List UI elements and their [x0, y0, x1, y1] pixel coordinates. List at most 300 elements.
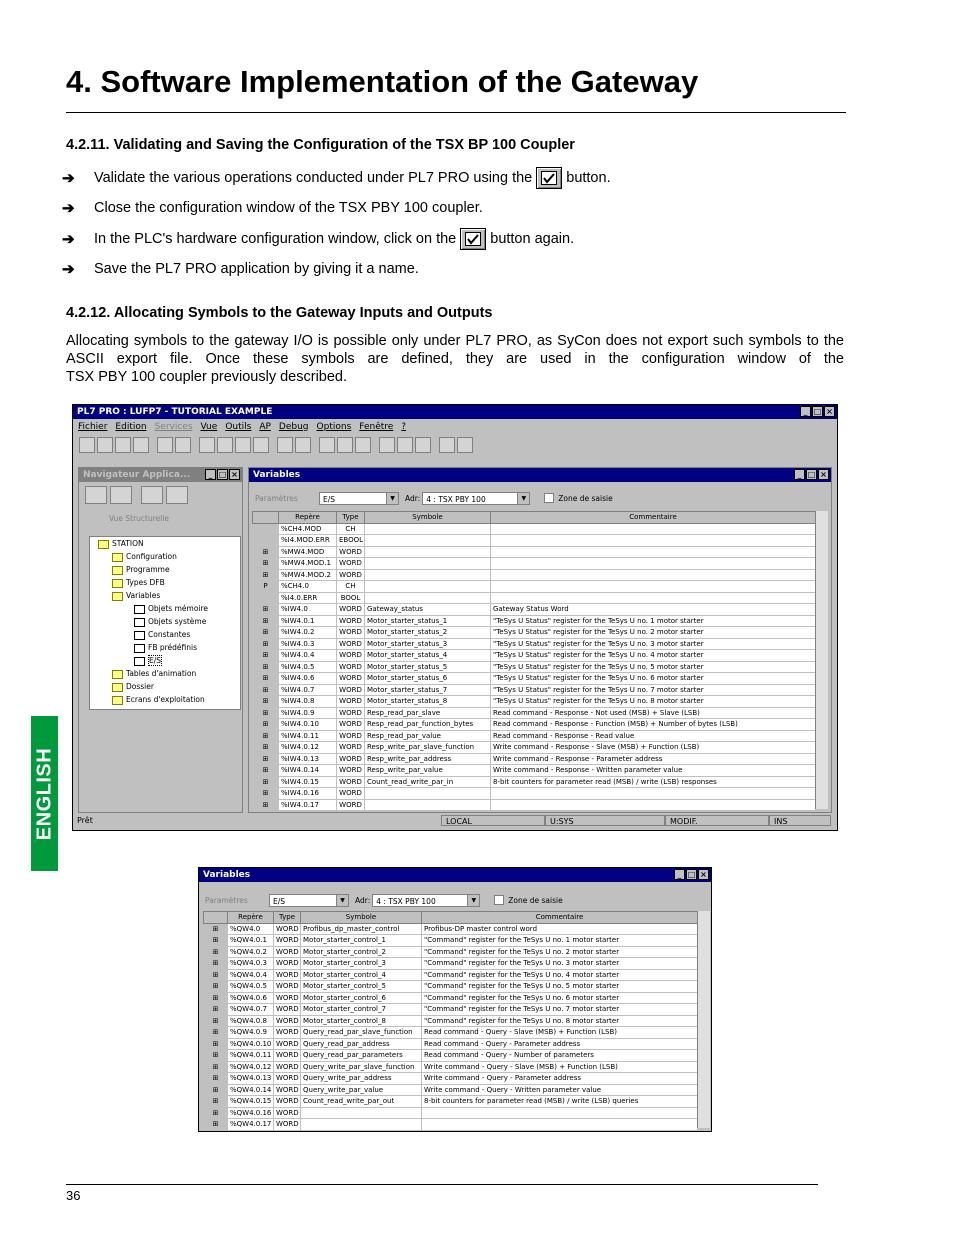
row-marker[interactable]: [253, 592, 279, 604]
repere-cell: %IW4.0.1: [279, 615, 337, 627]
comment-cell: Read command - Query - Parameter address: [422, 1038, 698, 1050]
type-cell: WORD: [274, 1096, 301, 1108]
column-header-type[interactable]: Type: [274, 912, 301, 924]
symbol-cell: Resp_read_par_value: [365, 730, 491, 742]
table-row[interactable]: [204, 1119, 698, 1131]
table-row[interactable]: [253, 765, 816, 777]
step-icon[interactable]: [355, 437, 371, 453]
comment-cell: "Command" register for the TeSys U no. 4 motor starter: [422, 969, 698, 981]
arrow-icon: ➔: [62, 200, 75, 217]
tree-item-programme[interactable]: Programme: [90, 563, 240, 576]
minimize-icon[interactable]: _: [800, 406, 811, 417]
menu-fenetre[interactable]: Fenêtre: [359, 421, 394, 432]
row-marker[interactable]: ⊞: [204, 935, 228, 947]
tree-item-objets-systeme[interactable]: Objets système: [90, 615, 240, 628]
menu-help[interactable]: ?: [401, 421, 407, 432]
zone-checkbox[interactable]: [544, 493, 554, 503]
type-cell: WORD: [274, 1107, 301, 1119]
repere-cell: %MW4.MOD: [279, 546, 337, 558]
comment-cell: "TeSys U Status" register for the TeSys U no. 8 motor starter: [491, 696, 816, 708]
column-header-type[interactable]: Type: [337, 512, 365, 524]
row-marker[interactable]: ⊞: [253, 788, 279, 800]
symbol-cell: Query_write_par_value: [301, 1084, 422, 1096]
address-select[interactable]: 4 : TSX PBY 100 ▼: [372, 894, 480, 907]
type-cell: WORD: [337, 546, 365, 558]
variable-icon: [134, 644, 145, 653]
chevron-down-icon: ▼: [467, 895, 479, 906]
table-row[interactable]: [204, 1061, 698, 1073]
minimize-icon[interactable]: _: [674, 869, 685, 880]
row-marker[interactable]: ⊞: [204, 946, 228, 958]
variables-filter-bar: [205, 892, 705, 908]
row-marker[interactable]: ⊞: [253, 742, 279, 754]
comment-cell: "Command" register for the TeSys U no. 3 motor starter: [422, 958, 698, 970]
table-row[interactable]: [253, 592, 816, 604]
repere-cell: %IW4.0.8: [279, 696, 337, 708]
type-cell: WORD: [274, 969, 301, 981]
row-marker[interactable]: ⊞: [204, 992, 228, 1004]
row-marker[interactable]: ⊞: [204, 1096, 228, 1108]
symbol-cell: Resp_write_par_address: [365, 753, 491, 765]
table-row[interactable]: [204, 1004, 698, 1016]
type-cell: WORD: [337, 638, 365, 650]
window-controls: [800, 406, 835, 417]
table-row[interactable]: [253, 684, 816, 696]
symbol-cell: Motor_starter_control_1: [301, 935, 422, 947]
row-marker[interactable]: ⊞: [204, 1027, 228, 1039]
new-file-icon[interactable]: [79, 437, 95, 453]
column-header-repere[interactable]: Repère: [228, 912, 274, 924]
import-icon[interactable]: [199, 437, 215, 453]
row-marker[interactable]: ⊞: [253, 673, 279, 685]
column-header-repere[interactable]: Repère: [279, 512, 337, 524]
symbol-cell: Motor_starter_status_8: [365, 696, 491, 708]
comment-cell: [491, 799, 816, 811]
table-row[interactable]: [204, 958, 698, 970]
row-marker[interactable]: ⊞: [204, 981, 228, 993]
row-marker[interactable]: ⊞: [253, 546, 279, 558]
variables-window: [248, 467, 832, 813]
column-header-commentaire[interactable]: Commentaire: [491, 512, 816, 524]
table-row[interactable]: [253, 650, 816, 662]
row-marker[interactable]: ⊞: [204, 958, 228, 970]
window-title: PL7 PRO : LUFP7 - TUTORIAL EXAMPLE: [77, 407, 273, 417]
row-marker[interactable]: ⊞: [204, 1073, 228, 1085]
menu-options[interactable]: Options: [316, 421, 352, 432]
folder-icon: [112, 696, 123, 705]
arrow-icon: ➔: [62, 231, 75, 248]
symbol-cell: Motor_starter_control_7: [301, 1004, 422, 1016]
tile-horizontal-icon[interactable]: [397, 437, 413, 453]
row-marker[interactable]: ⊞: [204, 923, 228, 935]
close-icon[interactable]: ×: [698, 869, 709, 880]
chevron-down-icon: ▼: [386, 493, 398, 504]
arrow-icon: ➔: [62, 170, 75, 187]
table-row[interactable]: [204, 1073, 698, 1085]
row-marker[interactable]: [253, 535, 279, 547]
table-row[interactable]: [204, 946, 698, 958]
bullet-item: [62, 227, 574, 251]
type-cell: WORD: [274, 958, 301, 970]
table-row[interactable]: [204, 935, 698, 947]
type-filter-select[interactable]: E/S ▼: [269, 894, 349, 907]
close-icon[interactable]: ×: [229, 469, 240, 480]
row-marker[interactable]: ⊞: [253, 569, 279, 581]
table-row[interactable]: [204, 992, 698, 1004]
type-cell: WORD: [337, 799, 365, 811]
table-row[interactable]: [204, 1015, 698, 1027]
tree-item-station[interactable]: STATION: [90, 537, 240, 550]
navigator-tree: [89, 536, 241, 710]
tree-item-variables[interactable]: Variables: [90, 589, 240, 602]
row-marker[interactable]: ⊞: [204, 1050, 228, 1062]
type-cell: WORD: [337, 765, 365, 777]
tree-item-dossier[interactable]: Dossier: [90, 680, 240, 693]
window-titlebar: [73, 405, 837, 419]
row-marker[interactable]: ⊞: [253, 730, 279, 742]
repere-cell: %IW4.0.14: [279, 765, 337, 777]
symbol-cell: [365, 535, 491, 547]
zone-checkbox[interactable]: [494, 895, 504, 905]
table-row[interactable]: [204, 1050, 698, 1062]
table-icon[interactable]: [253, 437, 269, 453]
table-row[interactable]: [253, 569, 816, 581]
table-row[interactable]: [253, 638, 816, 650]
type-cell: WORD: [337, 684, 365, 696]
comment-cell: Read command - Query - Number of parameters: [422, 1050, 698, 1062]
params-checkbox[interactable]: Paramètres: [255, 493, 298, 503]
table-row[interactable]: [253, 535, 816, 547]
row-marker[interactable]: ⊞: [253, 638, 279, 650]
save-icon[interactable]: [115, 437, 131, 453]
table-row[interactable]: [204, 923, 698, 935]
column-header-symbole[interactable]: Symbole: [301, 912, 422, 924]
symbol-cell: Resp_write_par_slave_function: [365, 742, 491, 754]
addr-label: Adr:: [405, 493, 421, 503]
variables-title: Variables: [253, 470, 301, 480]
search-icon[interactable]: [217, 437, 233, 453]
panel-icon[interactable]: [166, 486, 188, 504]
type-cell: WORD: [337, 788, 365, 800]
run-icon[interactable]: [319, 437, 335, 453]
variable-icon: [134, 631, 145, 640]
repere-cell: %IW4.0: [279, 604, 337, 616]
section-heading-4-2-11: 4.2.11. Validating and Saving the Configuration of the TSX BP 100 Coupler: [66, 137, 575, 153]
menu-vue[interactable]: Vue: [200, 421, 218, 432]
row-marker[interactable]: ⊞: [253, 615, 279, 627]
repere-cell: %I4.MOD.ERR: [279, 535, 337, 547]
row-marker[interactable]: ⊞: [204, 1015, 228, 1027]
tree-item-types-dfb[interactable]: Types DFB: [90, 576, 240, 589]
list-icon[interactable]: [235, 437, 251, 453]
comment-cell: Read command - Query - Slave (MSB) + Function (LSB): [422, 1027, 698, 1039]
comment-cell: Write command - Query - Slave (MSB) + Function (LSB): [422, 1061, 698, 1073]
column-header-commentaire[interactable]: Commentaire: [422, 912, 698, 924]
navigator-window: [78, 467, 243, 813]
comment-cell: [491, 558, 816, 570]
table-row[interactable]: [253, 661, 816, 673]
row-marker[interactable]: P: [253, 581, 279, 593]
folder-icon: [112, 592, 123, 601]
table-row[interactable]: [253, 523, 816, 535]
maximize-icon[interactable]: □: [218, 470, 227, 479]
grid-icon[interactable]: [295, 437, 311, 453]
status-local: LOCAL: [441, 815, 545, 826]
variable-icon: [134, 657, 145, 666]
table-row[interactable]: [204, 981, 698, 993]
status-ins: INS: [769, 815, 831, 826]
comment-cell: [491, 535, 816, 547]
print-icon[interactable]: [133, 437, 149, 453]
type-cell: WORD: [274, 1004, 301, 1016]
type-filter-select[interactable]: E/S ▼: [319, 492, 399, 505]
type-cell: WORD: [337, 730, 365, 742]
symbol-cell: Query_read_par_slave_function: [301, 1027, 422, 1039]
body-paragraph: [66, 332, 844, 386]
row-marker[interactable]: ⊞: [253, 696, 279, 708]
row-marker[interactable]: ⊞: [253, 558, 279, 570]
symbol-cell: [365, 799, 491, 811]
repere-cell: %QW4.0.1: [228, 935, 274, 947]
vertical-scrollbar[interactable]: [697, 911, 710, 1128]
stop-icon[interactable]: [337, 437, 353, 453]
folder-icon: [112, 566, 123, 575]
symbol-cell: Motor_starter_control_2: [301, 946, 422, 958]
row-marker[interactable]: ⊞: [253, 627, 279, 639]
row-marker[interactable]: ⊞: [204, 1084, 228, 1096]
tree-item-objets-memoire[interactable]: Objets mémoire: [90, 602, 240, 615]
row-marker[interactable]: ⊞: [253, 650, 279, 662]
symbol-cell: [365, 592, 491, 604]
cascade-icon[interactable]: [379, 437, 395, 453]
minimize-icon[interactable]: _: [205, 469, 216, 480]
row-marker[interactable]: ⊞: [253, 765, 279, 777]
validate-icon[interactable]: [175, 437, 191, 453]
comment-cell: "Command" register for the TeSys U no. 5 motor starter: [422, 981, 698, 993]
table-row[interactable]: [253, 546, 816, 558]
comment-cell: Read command - Response - Not used (MSB) + Slave (LSB): [491, 707, 816, 719]
status-user: U:SYS: [545, 815, 665, 826]
comment-cell: "Command" register for the TeSys U no. 8 motor starter: [422, 1015, 698, 1027]
table-row[interactable]: [204, 1107, 698, 1119]
status-modif: MODIF.: [665, 815, 769, 826]
repere-cell: %QW4.0.12: [228, 1061, 274, 1073]
table-row[interactable]: [204, 1096, 698, 1108]
row-marker[interactable]: ⊞: [253, 799, 279, 811]
tree-item-es[interactable]: E/S: [90, 654, 240, 667]
row-marker[interactable]: ⊞: [253, 753, 279, 765]
close-icon[interactable]: ×: [824, 406, 835, 417]
hierarchy-icon[interactable]: [110, 486, 132, 504]
repere-cell: %IW4.0.15: [279, 776, 337, 788]
repere-cell: %IW4.0.10: [279, 719, 337, 731]
help-icon[interactable]: [439, 437, 455, 453]
repere-cell: %QW4.0.3: [228, 958, 274, 970]
vertical-scrollbar[interactable]: [815, 511, 828, 809]
table-row[interactable]: [253, 627, 816, 639]
repere-cell: %I4.0.ERR: [279, 592, 337, 604]
comment-cell: Read command - Response - Function (MSB) + Number of bytes (LSB): [491, 719, 816, 731]
symbol-cell: [301, 1107, 422, 1119]
chevron-down-icon: ▼: [517, 493, 529, 504]
symbol-cell: Motor_starter_status_5: [365, 661, 491, 673]
type-cell: WORD: [274, 946, 301, 958]
maximize-icon[interactable]: □: [687, 870, 696, 879]
type-cell: WORD: [337, 719, 365, 731]
comment-cell: Write command - Response - Parameter address: [491, 753, 816, 765]
column-header-symbole[interactable]: Symbole: [365, 512, 491, 524]
repere-cell: %MW4.MOD.2: [279, 569, 337, 581]
row-marker[interactable]: ⊞: [204, 1061, 228, 1073]
screen-icon[interactable]: [277, 437, 293, 453]
symbol-cell: Motor_starter_status_2: [365, 627, 491, 639]
variables-titlebar: [199, 868, 711, 882]
folder-icon: [112, 670, 123, 679]
comment-cell: "TeSys U Status" register for the TeSys U no. 2 motor starter: [491, 627, 816, 639]
window-icon[interactable]: [141, 486, 163, 504]
type-cell: WORD: [274, 1027, 301, 1039]
table-row[interactable]: [253, 799, 816, 811]
table-row[interactable]: [204, 1084, 698, 1096]
symbol-cell: [365, 581, 491, 593]
type-cell: WORD: [274, 1050, 301, 1062]
close-icon[interactable]: ×: [818, 469, 829, 480]
menu-fichier[interactable]: Fichier: [78, 421, 108, 432]
table-row[interactable]: [204, 969, 698, 981]
comment-cell: [422, 1107, 698, 1119]
symbol-cell: Motor_starter_status_1: [365, 615, 491, 627]
toolbar: [73, 434, 837, 456]
repere-cell: %IW4.0.9: [279, 707, 337, 719]
comment-cell: "TeSys U Status" register for the TeSys U no. 1 motor starter: [491, 615, 816, 627]
addr-label: Adr:: [355, 895, 371, 905]
type-cell: CH: [337, 581, 365, 593]
table-row[interactable]: [253, 719, 816, 731]
open-folder-icon[interactable]: [97, 437, 113, 453]
row-marker[interactable]: ⊞: [253, 661, 279, 673]
table-row[interactable]: [253, 696, 816, 708]
table-row[interactable]: [253, 558, 816, 570]
row-marker[interactable]: ⊞: [204, 969, 228, 981]
bullet-text: Validate the various operations conducted under PL7 PRO using the: [94, 170, 533, 186]
status-ready: Prêt: [77, 816, 93, 825]
table-row[interactable]: [253, 742, 816, 754]
row-marker[interactable]: [253, 523, 279, 535]
minimize-icon[interactable]: _: [794, 469, 805, 480]
tree-item-tables-animation[interactable]: Tables d'animation: [90, 667, 240, 680]
table-row[interactable]: [204, 1027, 698, 1039]
row-marker[interactable]: ⊞: [204, 1038, 228, 1050]
symbol-cell: Resp_read_par_function_bytes: [365, 719, 491, 731]
table-row[interactable]: [204, 1038, 698, 1050]
row-marker[interactable]: ⊞: [253, 707, 279, 719]
symbol-cell: Query_write_par_address: [301, 1073, 422, 1085]
section-heading-4-2-12: 4.2.12. Allocating Symbols to the Gateway Inputs and Outputs: [66, 305, 493, 321]
symbol-cell: Count_read_write_par_in: [365, 776, 491, 788]
symbol-cell: Profibus_dp_master_control: [301, 923, 422, 935]
table-row[interactable]: [253, 776, 816, 788]
table-row[interactable]: [253, 604, 816, 616]
checkmark-icon: [541, 171, 557, 185]
type-cell: WORD: [274, 1119, 301, 1131]
comment-cell: "TeSys U Status" register for the TeSys U no. 4 motor starter: [491, 650, 816, 662]
symbol-cell: Query_write_par_slave_function: [301, 1061, 422, 1073]
row-marker[interactable]: ⊞: [253, 776, 279, 788]
tree-item-ecrans[interactable]: Ecrans d'exploitation: [90, 693, 240, 706]
tree-item-fb-predefinis[interactable]: FB prédéfinis: [90, 641, 240, 654]
language-tab: ENGLISH: [31, 716, 58, 871]
tile-vertical-icon[interactable]: [415, 437, 431, 453]
table-row[interactable]: [253, 581, 816, 593]
table-row[interactable]: [253, 730, 816, 742]
variables-title: Variables: [203, 870, 251, 880]
menu-edition[interactable]: Edition: [115, 421, 147, 432]
bullet-item: [62, 196, 483, 220]
row-marker[interactable]: ⊞: [253, 719, 279, 731]
comment-cell: Write command - Query - Written parameter value: [422, 1084, 698, 1096]
undo-icon[interactable]: [157, 437, 173, 453]
table-row[interactable]: [253, 788, 816, 800]
repere-cell: %IW4.0.2: [279, 627, 337, 639]
comment-cell: [491, 569, 816, 581]
menu-services[interactable]: Services: [154, 421, 193, 432]
menu-outils[interactable]: Outils: [225, 421, 252, 432]
row-marker[interactable]: ⊞: [253, 684, 279, 696]
table-row[interactable]: [253, 707, 816, 719]
type-cell: CH: [337, 523, 365, 535]
row-marker[interactable]: ⊞: [204, 1004, 228, 1016]
maximize-icon[interactable]: □: [813, 407, 822, 416]
repere-cell: %QW4.0: [228, 923, 274, 935]
symbol-cell: Resp_write_par_value: [365, 765, 491, 777]
tree-item-configuration[interactable]: Configuration: [90, 550, 240, 563]
structure-view-icon[interactable]: [85, 486, 107, 504]
params-checkbox[interactable]: Paramètres: [205, 895, 248, 905]
table-row[interactable]: [253, 673, 816, 685]
symbol-cell: Query_read_par_parameters: [301, 1050, 422, 1062]
row-marker[interactable]: ⊞: [204, 1119, 228, 1131]
row-marker[interactable]: ⊞: [204, 1107, 228, 1119]
table-row[interactable]: [253, 615, 816, 627]
variables-titlebar: [249, 468, 831, 482]
variables-table: [252, 511, 816, 811]
repere-cell: %IW4.0.12: [279, 742, 337, 754]
row-marker[interactable]: ⊞: [253, 604, 279, 616]
table-row[interactable]: [253, 753, 816, 765]
comment-cell: Profibus-DP master control word: [422, 923, 698, 935]
type-cell: WORD: [337, 753, 365, 765]
symbol-cell: Gateway_status: [365, 604, 491, 616]
address-select[interactable]: 4 : TSX PBY 100 ▼: [422, 492, 530, 505]
tree-item-constantes[interactable]: Constantes: [90, 628, 240, 641]
folder-icon: [112, 553, 123, 562]
menu-ap[interactable]: AP: [259, 421, 271, 432]
repere-cell: %IW4.0.4: [279, 650, 337, 662]
context-help-icon[interactable]: [457, 437, 473, 453]
maximize-icon[interactable]: □: [807, 470, 816, 479]
symbol-cell: Motor_starter_control_3: [301, 958, 422, 970]
symbol-cell: [301, 1119, 422, 1131]
comment-cell: [491, 546, 816, 558]
type-cell: WORD: [337, 742, 365, 754]
symbol-cell: Resp_read_par_slave: [365, 707, 491, 719]
type-cell: BOOL: [337, 592, 365, 604]
type-cell: WORD: [337, 627, 365, 639]
menu-debug[interactable]: Debug: [278, 421, 309, 432]
repere-cell: %IW4.0.5: [279, 661, 337, 673]
title-rule: [66, 112, 846, 113]
folder-icon: [112, 579, 123, 588]
